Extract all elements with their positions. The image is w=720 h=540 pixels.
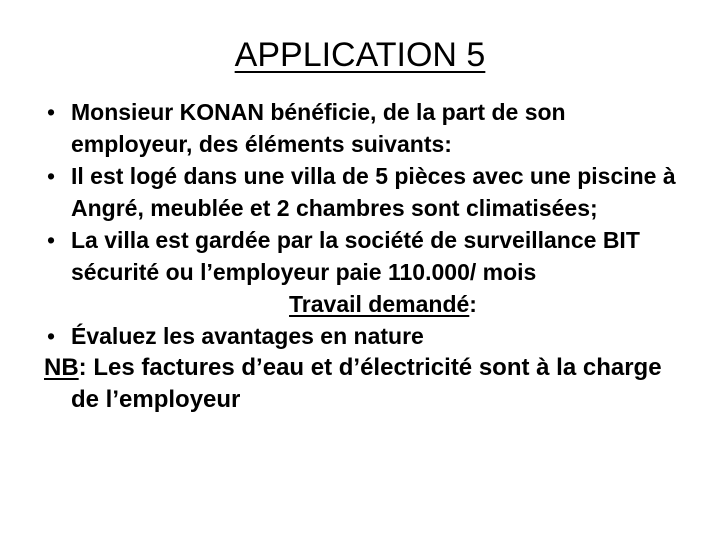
nb-note (44, 352, 684, 416)
travail-suffix: : (469, 291, 477, 317)
travail-heading (44, 288, 684, 320)
bullet-item (44, 96, 684, 160)
bullet-item (44, 160, 684, 224)
bullet-text: Monsieur KONAN bénéficie, de la part de son employeur, des éléments suivants: (71, 99, 566, 157)
bullet-icon: • (46, 227, 56, 253)
bullet-icon: • (46, 99, 56, 125)
bullet-text: Il est logé dans une villa de 5 pièces avec une piscine à Angré, meublée et 2 chambres sont climatisées; (71, 163, 676, 221)
task-item (44, 320, 684, 352)
bullet-text: La villa est gardée par la société de surveillance BIT sécurité ou l’employeur paie 110.000/ mois (71, 227, 640, 285)
nb-text: : Les factures d’eau et d’électricité sont à la charge de l’employeur (71, 354, 662, 413)
bullet-icon: • (46, 163, 56, 189)
task-text: Évaluez les avantages en nature (71, 323, 424, 349)
travail-label: Travail demandé (289, 291, 470, 317)
nb-label: NB (44, 354, 79, 381)
slide-title: APPLICATION 5 (234, 36, 486, 74)
bullet-item (44, 224, 684, 288)
bullet-icon: • (46, 323, 56, 349)
slide-body (44, 96, 684, 416)
